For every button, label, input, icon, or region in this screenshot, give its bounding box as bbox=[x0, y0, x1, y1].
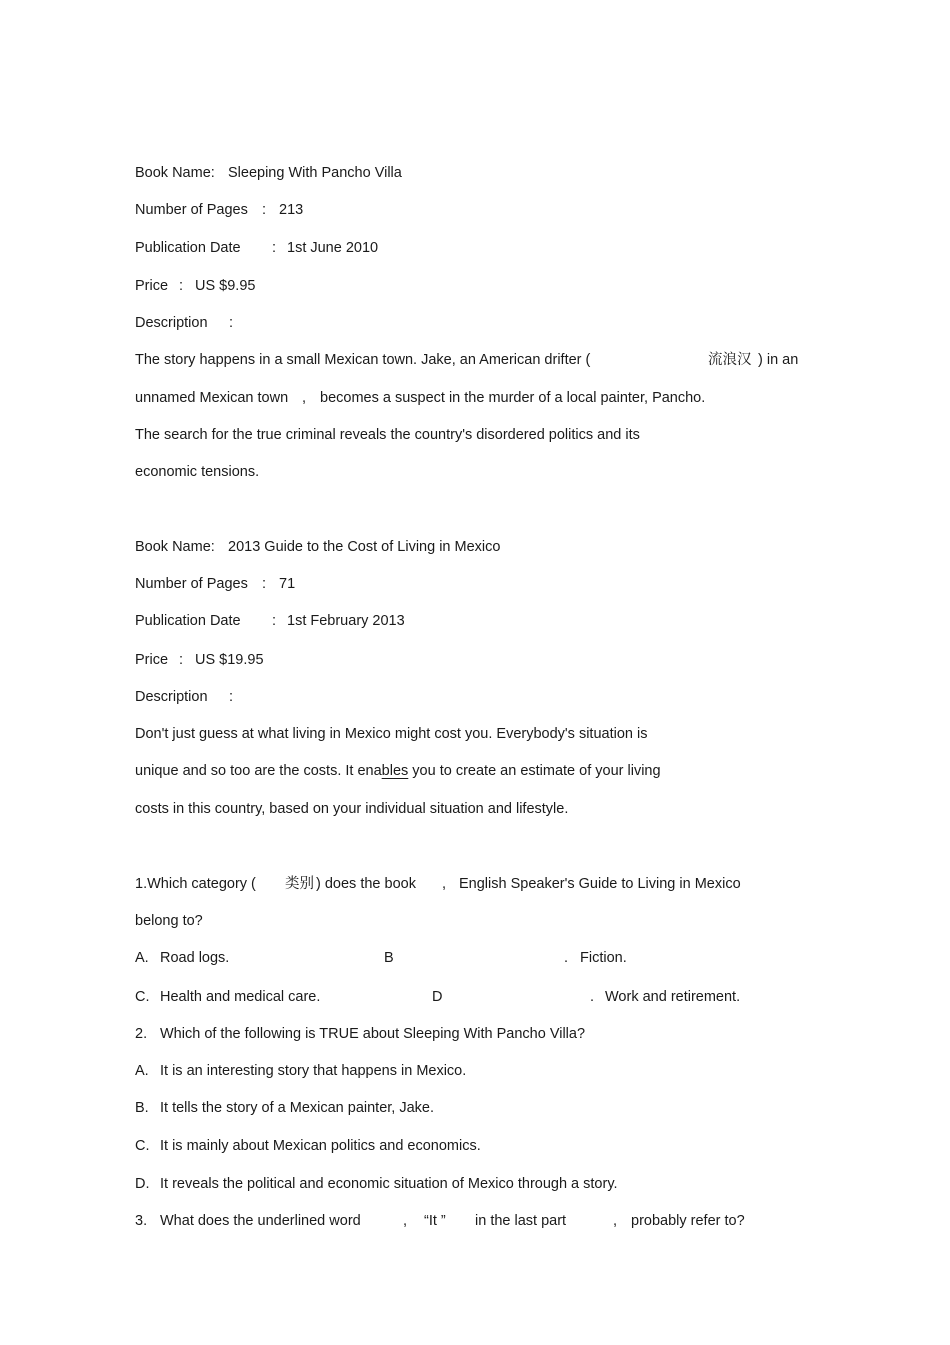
pages-value: 71 bbox=[279, 576, 296, 592]
option-letter: B bbox=[384, 950, 394, 966]
option-letter: D bbox=[432, 989, 443, 1005]
option-letter: A. bbox=[135, 950, 149, 966]
underlined-word: bles bbox=[381, 763, 409, 779]
description-text: you to create an estimate of your living bbox=[408, 763, 661, 779]
description-line: costs in this country, based on your individual situation and lifestyle. bbox=[135, 801, 569, 817]
description-line: Don't just guess at what living in Mexico might cost you. Everybody's situation is bbox=[135, 726, 648, 742]
description-line: The search for the true criminal reveals the country's disordered politics and its bbox=[135, 427, 640, 443]
description-text: unique and so too are the costs. It ena bbox=[135, 763, 382, 779]
book-name-label: Book Name: bbox=[135, 539, 215, 555]
description-line: economic tensions. bbox=[135, 464, 260, 480]
question-text: Which of the following is TRUE about Sleeping With Pancho Villa? bbox=[160, 1026, 586, 1042]
option-dot: . bbox=[564, 950, 569, 966]
option-c: It is mainly about Mexican politics and economics. bbox=[160, 1138, 481, 1154]
description-line: becomes a suspect in the murder of a local painter, Pancho. bbox=[320, 390, 706, 406]
colon: : bbox=[229, 689, 234, 705]
option-a: It is an interesting story that happens in Mexico. bbox=[160, 1063, 467, 1079]
option-d: It reveals the political and economic situation of Mexico through a story. bbox=[160, 1176, 618, 1192]
question-text: What does the underlined word bbox=[160, 1213, 361, 1229]
comma: , bbox=[302, 390, 307, 406]
date-value: 1st June 2010 bbox=[287, 240, 379, 256]
option-b: Fiction. bbox=[580, 950, 627, 966]
option-letter: C. bbox=[135, 989, 150, 1005]
chinese-gloss: 类别 bbox=[285, 876, 314, 892]
option-letter: C. bbox=[135, 1138, 150, 1154]
question-text: 1.Which category ( bbox=[135, 876, 256, 892]
question-text: English Speaker's Guide to Living in Mexico bbox=[459, 876, 741, 892]
quoted-word: “It ” bbox=[424, 1213, 446, 1229]
colon: : bbox=[179, 652, 184, 668]
colon: : bbox=[272, 613, 277, 629]
price-value: US $9.95 bbox=[195, 278, 256, 294]
comma: , bbox=[613, 1213, 618, 1229]
pages-label: Number of Pages bbox=[135, 202, 248, 218]
colon: : bbox=[179, 278, 184, 294]
question-text: ) does the book bbox=[316, 876, 416, 892]
colon: : bbox=[262, 202, 267, 218]
price-value: US $19.95 bbox=[195, 652, 264, 668]
option-a: Road logs. bbox=[160, 950, 230, 966]
description-label: Description bbox=[135, 315, 208, 331]
question-text: probably refer to? bbox=[631, 1213, 745, 1229]
pages-label: Number of Pages bbox=[135, 576, 248, 592]
question-text: belong to? bbox=[135, 913, 203, 929]
pages-value: 213 bbox=[279, 202, 304, 218]
option-letter: B. bbox=[135, 1100, 149, 1116]
colon: : bbox=[262, 576, 267, 592]
option-letter: D. bbox=[135, 1176, 150, 1192]
date-value: 1st February 2013 bbox=[287, 613, 405, 629]
date-label: Publication Date bbox=[135, 240, 241, 256]
option-b: It tells the story of a Mexican painter, Jake. bbox=[160, 1100, 435, 1116]
option-d: Work and retirement. bbox=[605, 989, 741, 1005]
colon: : bbox=[272, 240, 277, 256]
description-line: unnamed Mexican town bbox=[135, 390, 289, 406]
book-name-value: Sleeping With Pancho Villa bbox=[228, 165, 402, 181]
description-label: Description bbox=[135, 689, 208, 705]
option-letter: A. bbox=[135, 1063, 149, 1079]
question-number: 3. bbox=[135, 1213, 148, 1229]
chinese-gloss: 流浪汉 bbox=[708, 352, 752, 368]
description-line: The story happens in a small Mexican town. Jake, an American drifter ( bbox=[135, 352, 591, 368]
price-label: Price bbox=[135, 278, 169, 294]
question-number: 2. bbox=[135, 1026, 148, 1042]
comma: , bbox=[403, 1213, 408, 1229]
colon: : bbox=[229, 315, 234, 331]
option-dot: . bbox=[590, 989, 595, 1005]
description-line: ) in an bbox=[758, 352, 799, 368]
date-label: Publication Date bbox=[135, 613, 241, 629]
book-name-label: Book Name: bbox=[135, 165, 215, 181]
comma: , bbox=[442, 876, 447, 892]
description-line bbox=[135, 762, 661, 780]
option-c: Health and medical care. bbox=[160, 989, 321, 1005]
price-label: Price bbox=[135, 652, 169, 668]
book-name-value: 2013 Guide to the Cost of Living in Mexico bbox=[228, 539, 501, 555]
question-text: in the last part bbox=[475, 1213, 567, 1229]
